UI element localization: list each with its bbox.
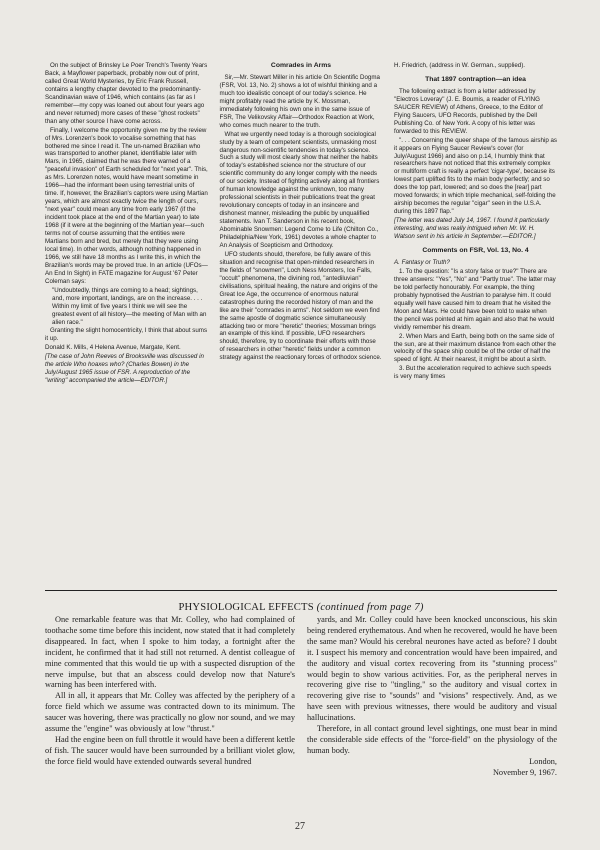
section-divider xyxy=(45,590,557,591)
upper-columns xyxy=(45,62,557,582)
col3-paragraph: 1. To the question: "Is a story false or true?" There are three answers: "Yes", "No" and "Partly true". The latter may be told perfectly honourably. For example, the thing probably hypnotised the Austrian to paralyse him. It could equally well have caused him to dream that he visited the Moon and Mars. He could have been told to wake when the pencil was pointed at him again and also that he would vividly remember his dream. xyxy=(394,267,556,331)
col1-signature: Donald K. Mills, 4 Helena Avenue, Margate, Kent. xyxy=(45,344,181,352)
article-paragraph: All in all, it appears that Mr. Colley was affected by the periphery of a force field which we assume was contracted down to its minimum. The saucer was hovering, there was practically no glow nor sound, and we may assume the "engine" was obviously at low "thrust." xyxy=(45,691,295,734)
col2-paragraph: UFO students should, therefore, be fully aware of this situation and recognise that open-minded researchers in the fields of "snowmen", Loch Ness Monsters, Ice Falls, "occult" phenomena, the divining rod, "antediluvian" civilisations, spiritual healing, the nature and origins of the Great Ice Age, the occurrence of enormous natural catastrophes during the recorded history of man and the like are their "comrades in arms". Not seldom we even find the same apostle of dogmatic science simultaneously attacking two or more "heretic" theories; Mossman brings an example of this kind. If possible, UFO researchers should, therefore, try to coordinate their efforts with those of researchers in other "heretic" fields under a common strategy against the reactionary forces of orthodox science. xyxy=(219,250,382,362)
col3-paragraph: 3. But the acceleration required to achieve such speeds is very many times xyxy=(394,365,552,381)
article-left-column xyxy=(45,615,295,779)
col3-subheading: A. Fantasy or Truth? xyxy=(394,258,450,266)
col2-heading: Comrades in Arms xyxy=(270,62,332,69)
col3-signature: H. Friedrich, (address in W. German., supplied). xyxy=(394,62,526,69)
col3-paragraph: ". . . Concerning the queer shape of the famous airship as it appears on Flying Saucer Review's cover (for July/August 1966) and also on p.14, I humbly think that researchers have not noticed that this extremely complex or multiform craft is really a perfect 'cigar-type', because its lowest part uplifted fits to the main body perfectly; and so does the top part, lowered; and so does the [rear] part moved forwards; in which triple mechanical, self-folding the airship becomes the regular "cigar" seen in the U.S.A. during this 1897 flap." xyxy=(394,136,558,216)
col1-quote: "Undoubtedly, things are coming to a head; sightings, and, more important, landings, are on the increase. . . . Within my limit of five years I think we will see the greatest event of all history—the meeting of Man with an alien race." xyxy=(52,286,207,326)
col3-heading-1897: That 1897 contraption—an idea xyxy=(425,75,526,83)
article-paragraph: Therefore, in all contact ground level sightings, one must bear in mind the considerable side effects of the "force-field" on the physiology of the human body. xyxy=(307,724,557,755)
article-paragraph: One remarkable feature was that Mr. Colley, who had complained of toothache some time before this incident, now stated that it had completely disappeared. In fact, when I spoke to him today, a fortnight after the incident, he confirmed that it had still not returned. A dentist colleague of mine commented that this would tie up with a suspected disruption of the nerve impulse, but that an abscess could develop now that Nature's warning has been interfered with. xyxy=(45,615,295,690)
page-number: 27 xyxy=(295,821,305,832)
article-paragraph: Had the engine been on full throttle it would have been a different kettle of fish. The saucer would have been surrounded by a brilliant violet glow, the force field would have extended outwards several hundred xyxy=(45,734,295,766)
continued-article xyxy=(45,602,557,779)
article-right-column xyxy=(307,615,557,779)
article-paragraph: yards, and Mr. Colley could have been knocked unconscious, his skin being rendered erythematous. And when he recovered, would he have been the same man? Would his cerebral neurones have acted as before? I doubt it. I suspect his memory and concentration would have been impaired, and the auditory and visual cortex recovering from its "stunning process" would begin to show various activities. For, as the peripheral nerves in recovering give rise to "tingling," so the auditory and visual cortex in recovering give rise to "sounds" and "visions" respectively. And, as we have seen with previous witnesses, there would be auditory and visual hallucinations. xyxy=(307,615,557,723)
column-1 xyxy=(45,62,208,582)
col1-paragraph: Granting the slight homocentricity, I think that about sums it up. xyxy=(45,327,208,343)
col3-paragraph: 2. When Mars and Earth, being both on the same side of the sun, are at their maximum distance from each other the velocity of the space ship could be of the order of half the speed of light. At their nearest, it might be about a sixth. xyxy=(394,332,556,364)
column-2 xyxy=(220,62,383,582)
col1-paragraph: On the subject of Brinsley Le Poer Trench's Twenty Years Back, a Mayflower paperback, probably now out of print, called Great World Mysteries, by Eric Frank Russell, contains a lengthy chapter devoted to the predominantly-Scandinavian wave of 1946, which contains (as far as I remember—my copy was loaned out about four years ago and never returned) more cases of these "ghost rockets" than any other source I have come across. xyxy=(45,62,208,125)
article-columns xyxy=(45,615,557,779)
col3-heading-comments: Comments on FSR, Vol. 13, No. 4 xyxy=(422,247,529,255)
col2-paragraph: What we urgently need today is a thorough sociological study by a team of competent scientists, unmasking most dangerous non-scientific tendencies in today's science. Such a study will most clearly show that neither the habits of today's established science nor the structure of our scientific community do any longer comply with the needs of our society. Instead of fighting actively along all frontiers of human knowledge against the unknown, too many professional scientists in their publications treat the great revolutionary concepts of today in an insincere and dishonest manner, misleading the public by unqualified statements. Ivan T. Sanderson in his recent book, Abominable Snowmen: Legend Come to Life (Chilton Co., Philadelphia/New York, 1961) devotes a whole chapter to An Analysis of Scepticism and Orthodoxy. xyxy=(219,130,380,249)
article-place: London, xyxy=(529,756,557,766)
col1-paragraph: Finally, I welcome the opportunity given me by the review of Mrs. Lorenzen's book to vocalise something that has bothered me since I read it. The un-named Brazilian who was transported to another planet, identifiable later with Mars, in 1965, claimed that he was there warned of a "peaceful invasion" of Earth scheduled for "next year". This, as Mrs. Lorenzen notes, would have meant sometime in 1966—had the informant been using terrestrial units of time. If, however, the Brazilian's captors were using Martian years, which are almost exactly twice the length of ours, "next year" could mean any time from early 1967 (if the incident took place at the end of the Martian year) to late 1968 (if it were at the beginning of the Martian year—such terms not of course assuming that the entities were Martians born and bred, but merely that they were using local time). In other words, although nothing happened in 1966, we still have 18 months as I write this, in which the Brazilian's words may be proved true. In an article (UFOs—An End In Sight) in FATE magazine for August '67 Peter Coleman says: xyxy=(45,126,208,285)
article-title: PHYSIOLOGICAL EFFECTS xyxy=(178,602,314,613)
article-heading xyxy=(45,602,557,613)
col2-paragraph: Sir,—Mr. Stewart Miller in his article On Scientific Dogma (FSR, Vol. 13, No. 2) shows a lot of wishful thinking and a much too idealistic concept of our today's science. He might profitably read the article by K. Mossman, immediately following his own one in the same issue of FSR, The Velikovsky Affair—Orthodox Reaction at Work, who comes much nearer to the truth. xyxy=(219,73,380,129)
column-3 xyxy=(394,62,557,582)
col3-editor-note: [The letter was dated July 14, 1967. I found it particularly interesting, and was really intrigued when Mr. W. H. Watson sent in his article in September.—EDITOR.] xyxy=(394,217,550,241)
col1-editor-note: [The case of John Reeves of Brooksville was discussed in the article Who hoaxes who? (Charles Bowen) in the July/August 1965 issue of FSR. A reproduction of the "writing" accompanied the article—EDITOR.] xyxy=(45,353,204,385)
col3-paragraph: The following extract is from a letter addressed by "Electros Loveray" (J. E. Boumis, a reader of FLYING SAUCER REVIEW) of Athens, Greece, to the Editor of Flying Saucers, UFO Records, published by the Dell Publishing Co. of New York. A copy of his letter was forwarded to this REVIEW. xyxy=(394,87,543,135)
continuation-note: (continued from page 7) xyxy=(316,602,424,613)
article-date: November 9, 1967. xyxy=(492,767,557,777)
